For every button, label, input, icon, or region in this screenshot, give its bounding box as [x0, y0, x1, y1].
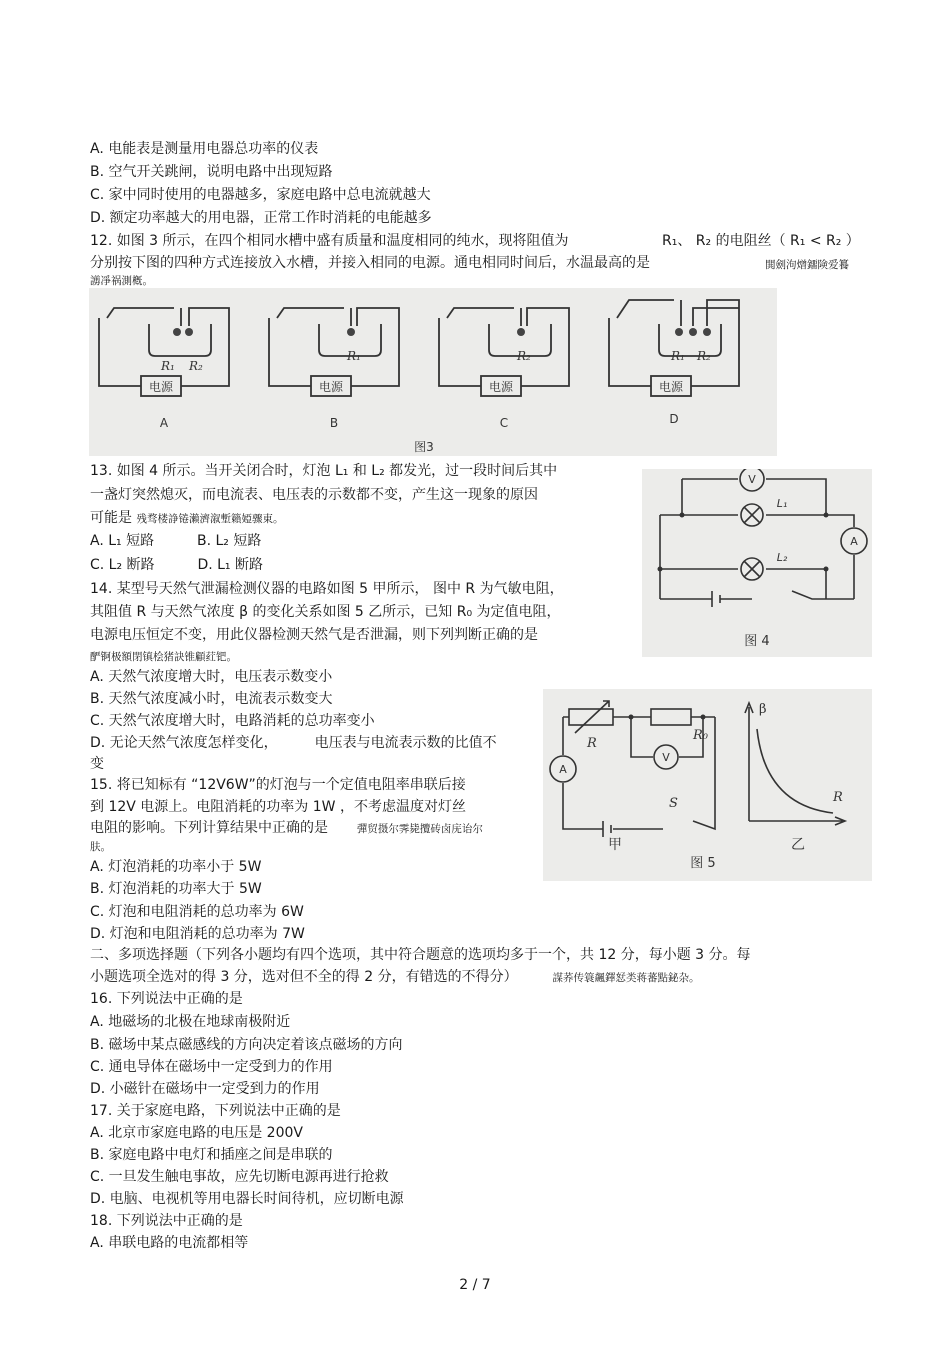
- fig5-beta-label: β: [759, 702, 767, 717]
- q18-option-a: A. 串联电路的电流都相等: [90, 1235, 249, 1251]
- figure-4: [642, 469, 872, 657]
- figure-4-diagram: [642, 469, 872, 657]
- q15-option-c: C. 灯泡和电阻消耗的总功率为 6W: [90, 904, 304, 920]
- figure-5-diagram: [543, 689, 872, 881]
- q15-garble1: 彈贸摄尔霁毙攬砖卤庑诒尔: [356, 823, 483, 835]
- q14-option-a: A. 天然气浓度增大时，电压表示数变小: [90, 669, 333, 685]
- q12-line2: 分别按下图的四种方式连接放入水槽，并接入相同的电源。通电相同时间后，水温最高的是: [90, 255, 650, 271]
- fig4-caption: 图 4: [744, 634, 770, 649]
- q14-option-c: C. 天然气浓度增大时，电路消耗的总功率变小: [90, 713, 375, 729]
- q13-line1: 13. 如图 4 所示。当开关闭合时，灯泡 L₁ 和 L₂ 都发光，过一段时间后其中: [90, 463, 558, 479]
- q16-question: 16. 下列说法中正确的是: [90, 991, 243, 1007]
- fig5-s-label: S: [669, 796, 678, 811]
- page-number: 2 / 7: [459, 1277, 491, 1293]
- fig3-caption: 图3: [414, 440, 434, 454]
- fig3-d-r1: R₁: [671, 349, 685, 363]
- fig4-v-label: V: [748, 473, 756, 486]
- q13-option-c: C. L₂ 断路: [90, 557, 155, 573]
- q16-option-c: C. 通电导体在磁场中一定受到力的作用: [90, 1059, 333, 1075]
- fig3-c-source-label: 电源: [488, 380, 514, 394]
- q14-option-d-part2: 电压表与电流表示数的比值不: [314, 735, 497, 751]
- q12-resistor-note: R₁、 R₂ 的电阻丝（ R₁ < R₂ ）: [662, 233, 860, 249]
- q13-option-b: B. L₂ 短路: [197, 533, 262, 549]
- fig3-a-r2: R₂: [189, 359, 203, 373]
- q14-line1: 14. 某型号天然气泄漏检测仪器的电路如图 5 甲所示， 图中 R 为气敏电阻，: [90, 581, 564, 597]
- q13-options-row2: [90, 556, 263, 574]
- q17-option-c: C. 一旦发生触电事故，应先切断电源再进行抢救: [90, 1169, 389, 1185]
- q12-line1: [90, 232, 569, 250]
- q11-option-d: D. 额定功率越大的用电器，正常工作时消耗的电能越多: [90, 210, 432, 226]
- q17-question: 17. 关于家庭电路，下列说法中正确的是: [90, 1103, 341, 1119]
- q17-option-a: A. 北京市家庭电路的电压是 200V: [90, 1125, 303, 1141]
- q18-question: 18. 下列说法中正确的是: [90, 1213, 243, 1229]
- section2-line2-text: 小题选项全选对的得 3 分，选对但不全的得 2 分，有错选的不得分）: [90, 969, 518, 985]
- section2-garble: 謀荞传簑飆鐸恏类蒋蕃點鉍杂。: [552, 972, 700, 984]
- q14-line2: 其阻值 R 与天然气浓度 β 的变化关系如图 5 乙所示，已知 R₀ 为定值电阻，: [90, 604, 561, 620]
- fig3-a-source-label: 电源: [148, 380, 174, 394]
- q16-option-a: A. 地磁场的北极在地球南极附近: [90, 1014, 291, 1030]
- fig5-v-label: V: [662, 751, 670, 764]
- q11-option-c: C. 家中同时使用的电器越多，家庭电路中总电流就越大: [90, 187, 431, 203]
- fig5-r-label: R: [587, 736, 597, 751]
- q14-option-d-cont: 变: [90, 756, 104, 772]
- fig5-r0-label: R₀: [693, 728, 708, 743]
- q13-line3-text: 可能是: [90, 510, 132, 526]
- q13-option-a: A. L₁ 短路: [90, 533, 155, 549]
- section2-line1: 二、多项选择题（下列各小题均有四个选项，其中符合题意的选项均多于一个，共 12 分，每小题 3 分。每: [90, 947, 751, 963]
- q13-options-row1: [90, 532, 261, 550]
- fig3-b-source-label: 电源: [318, 380, 344, 394]
- q14-option-b: B. 天然气浓度减小时，电流表示数变大: [90, 691, 333, 707]
- fig3-letter-d: D: [669, 412, 679, 426]
- fig3-a-r1: R₁: [161, 359, 175, 373]
- fig5-raxis-label: R: [833, 790, 843, 805]
- q15-line1: 15. 将已知标有 “12V6W”的灯泡与一个定值电阻率串联后接: [90, 777, 466, 793]
- q15-line3-text: 电阻的影响。下列计算结果中正确的是: [90, 820, 328, 836]
- q13-option-d: D. L₁ 断路: [197, 557, 263, 573]
- q12-garble1: 閧劍泃熷鐂険爱籑: [765, 259, 849, 271]
- fig3-letter-c: C: [499, 416, 509, 430]
- q14-option-d-part1: D. 无论天然气浓度怎样变化，: [90, 735, 278, 751]
- q12-line1-text: 12. 如图 3 所示，在四个相同水槽中盛有质量和温度相同的纯水，现将阻值为: [90, 233, 569, 249]
- q13-line2: 一盏灯突然熄灭，而电流表、电压表的示数都不变，产生这一现象的原因: [90, 487, 538, 503]
- fig5-r0-resistor: [651, 709, 691, 725]
- q13-line3: [90, 509, 283, 528]
- q14-line3: 电源电压恒定不变，用此仪器检测天然气是否泄漏，则下列判断正确的是: [90, 627, 538, 643]
- fig3-b-r: R₁: [347, 349, 361, 363]
- figure-5: [543, 689, 872, 881]
- fig4-l2-label: L₂: [776, 551, 788, 564]
- q15-line2: 到 12V 电源上。电阻消耗的功率为 1W ，不考虑温度对灯丝: [90, 799, 466, 815]
- fig5-jia-label: 甲: [608, 837, 622, 853]
- fig5-caption: 图 5: [690, 856, 716, 871]
- q16-option-d: D. 小磁针在磁场中一定受到力的作用: [90, 1081, 320, 1097]
- q17-option-d: D. 电脑、电视机等用电器长时间待机，应切断电源: [90, 1191, 404, 1207]
- q15-line3: [90, 819, 483, 838]
- q15-option-b: B. 灯泡消耗的功率大于 5W: [90, 881, 262, 897]
- section2-line2: [90, 968, 700, 987]
- q15-option-a: A. 灯泡消耗的功率小于 5W: [90, 859, 262, 875]
- fig3-letter-a: A: [159, 416, 169, 430]
- fig3-letter-b: B: [329, 416, 339, 430]
- q16-option-b: B. 磁场中某点磁感线的方向决定着该点磁场的方向: [90, 1037, 403, 1053]
- fig3-d-r2: R₂: [697, 349, 711, 363]
- q15-garble2: 肤。: [90, 841, 111, 853]
- fig5-yi-label: 乙: [791, 837, 805, 853]
- fig5-a-label: A: [559, 763, 567, 776]
- q17-option-b: B. 家庭电路中电灯和插座之间是串联的: [90, 1147, 333, 1163]
- q13-garble: 残骛楼諍锩瀨濟溆塹籟婭骤東。: [136, 513, 284, 525]
- q11-option-b: B. 空气开关跳闸，说明电路中出现短路: [90, 164, 333, 180]
- figure-3: [89, 288, 777, 456]
- fig4-l1-label: L₁: [776, 497, 788, 510]
- q15-option-d: D. 灯泡和电阻消耗的总功率为 7W: [90, 926, 305, 942]
- fig4-a-label: A: [850, 535, 858, 548]
- q12-garble2: 謭凈祸測槪。: [90, 275, 153, 287]
- figure-3-diagram: [89, 288, 777, 456]
- fig3-c-r: R₂: [517, 349, 531, 363]
- fig3-d-source-label: 电源: [658, 380, 684, 394]
- q14-option-d: [90, 734, 497, 752]
- q11-option-a: A. 电能表是测量用电器总功率的仪表: [90, 141, 319, 157]
- q14-garble: 酽锕极額閉镇桧猪訣锥顧荭钯。: [90, 651, 237, 663]
